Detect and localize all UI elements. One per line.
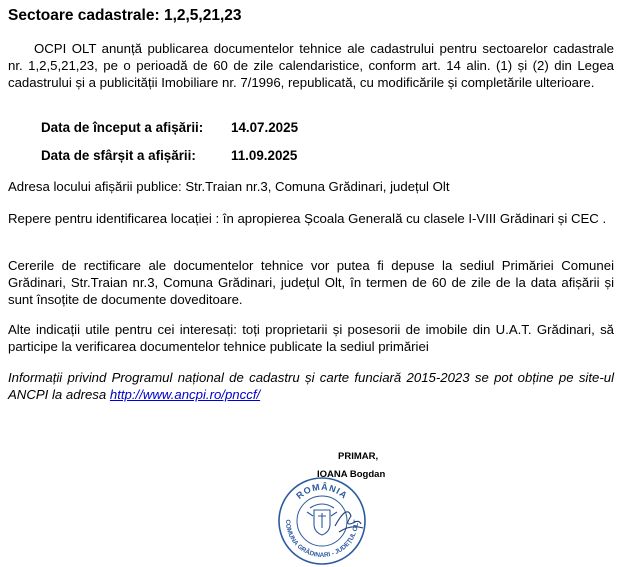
end-date-row: [41, 148, 297, 163]
svg-text:ROMÂNIA: [294, 481, 349, 501]
start-date-row: [41, 120, 298, 135]
seal-top-text: ROMÂNIA: [294, 481, 350, 501]
start-date-label: Data de început a afișării:: [41, 120, 204, 135]
official-seal: [277, 476, 367, 566]
landmarks-paragraph: Repere pentru identificarea locației : în apropierea Școala Generală cu clasele I-VIII Grădinari și CEC .: [8, 211, 607, 226]
address-paragraph: Adresa locului afișării publice: Str.Traian nr.3, Comuna Grădinari, județul Olt: [8, 179, 450, 194]
program-info-text: Informații privind Programul național de cadastru și carte funciară 2015-2023 se pot obține pe site-ul ANCPI la adresa: [8, 370, 614, 402]
seal-bottom-text: COMUNA GRĂDINARI - JUDEȚUL OLT: [283, 519, 361, 559]
signature-name: IOANA Bogdan: [317, 469, 386, 480]
end-date-label: Data de sfârșit a afișării:: [41, 148, 196, 163]
other-info-paragraph: Alte indicații utile pentru cei interesați: toți proprietarii și posesorii de imobile din U.A.T. Grădinari, să participe la verificarea documentelor tehnice publicate la sediul primăriei: [8, 322, 614, 354]
signature-title: PRIMAR,: [338, 451, 379, 462]
end-date-value: 11.09.2025: [231, 148, 298, 163]
rectification-paragraph: Cererile de rectificare ale documentelor tehnice vor putea fi depuse la sediul Primăriei Comunei Grădinari, Str.Traian nr.3, Comuna Grădinari, județul Olt, în termen de 60 de zile de la data afișării și sunt însoțite de documente doveditoare.: [8, 258, 614, 307]
start-date-value: 14.07.2025: [231, 120, 299, 135]
coat-of-arms-icon: [307, 504, 337, 535]
ancpi-link[interactable]: http://www.ancpi.ro/pnccf/: [109, 387, 261, 402]
intro-paragraph: OCPI OLT anunță publicarea documentelor tehnice ale cadastrului pentru sectoarelor cadastrale nr. 1,2,5,21,23, pe o perioadă de 60 de zile calendaristice, conform art. 14 alin. (1) și (2) din Legea cadastrului și a publicității Imobiliare nr. 7/1996, republicată, cu modificările și completările ulterioare.: [8, 41, 614, 90]
program-info-paragraph: [8, 369, 614, 403]
page-title: Sectoare cadastrale: 1,2,5,21,23: [8, 7, 242, 24]
